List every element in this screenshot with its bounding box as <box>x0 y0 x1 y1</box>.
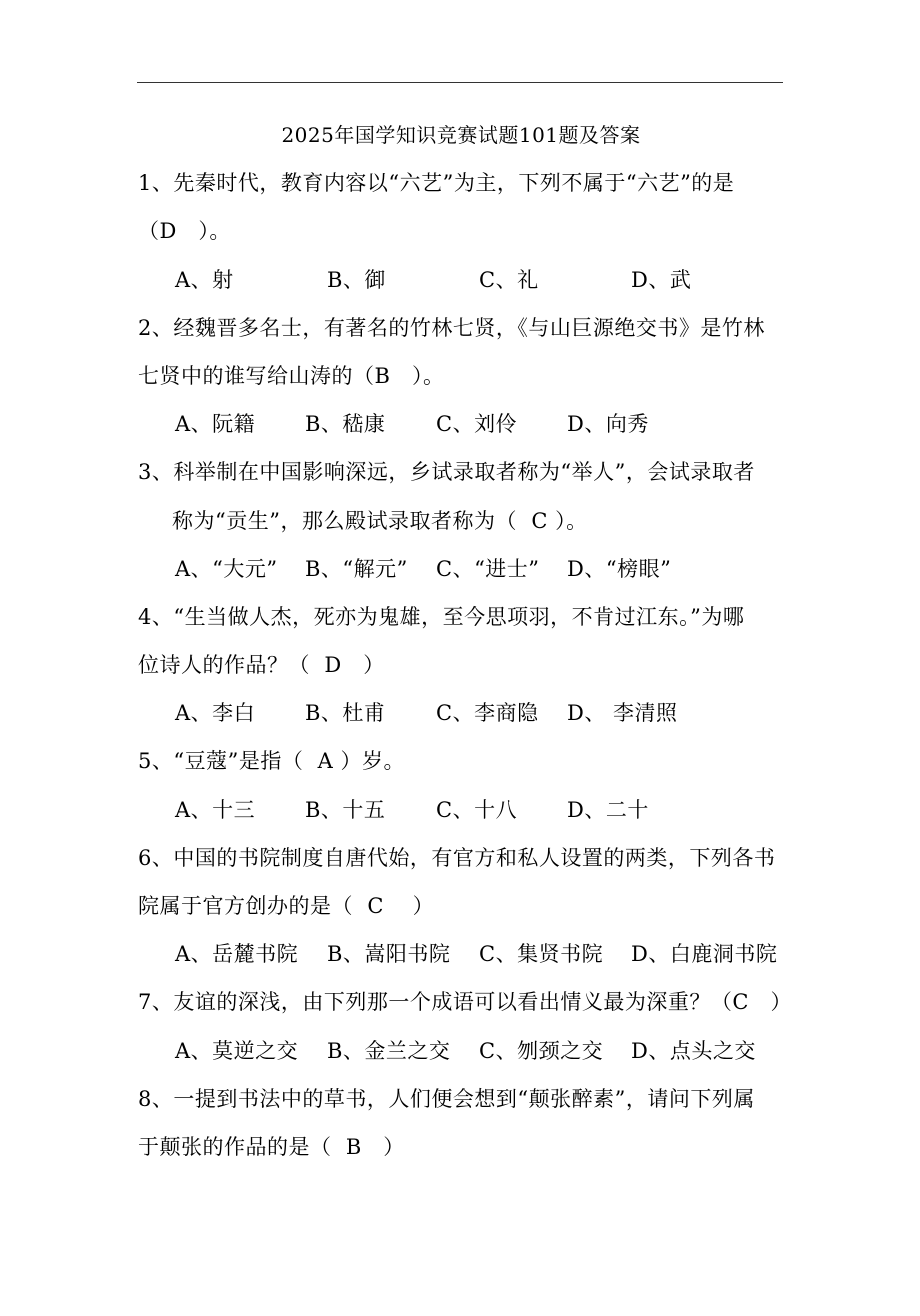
option-d: D、白鹿洞书院 <box>631 942 778 967</box>
option-a: A、莫逆之交 <box>175 1038 299 1063</box>
option-c: C、礼 <box>479 267 539 292</box>
option-d: D、 李清照 <box>567 701 678 726</box>
question-text: 4、“生当做人杰，死亦为鬼雄，至今思项羽，不肯过江东。”为哪 <box>138 604 745 629</box>
option-c: C、刘伶 <box>436 412 518 437</box>
question-text: 七贤中的谁写给山涛的（B ）。 <box>138 363 445 388</box>
option-d: D、点头之交 <box>631 1038 756 1063</box>
option-b: B、十五 <box>305 797 386 822</box>
question-text: 院属于官方创办的是（ C ） <box>138 894 435 918</box>
question-text: 6、中国的书院制度自唐代始，有官方和私人设置的两类，下列各书 <box>138 845 776 870</box>
question-text: 于颠张的作品的是（ B ） <box>138 1134 405 1159</box>
option-a: A、射 <box>175 267 234 292</box>
option-c: C、十八 <box>436 797 518 822</box>
option-d: D、向秀 <box>567 412 649 437</box>
question-5 <box>138 737 798 833</box>
option-c: C、刎颈之交 <box>479 1038 604 1063</box>
options-row <box>138 400 798 448</box>
options-row <box>138 930 798 978</box>
document-title: 2025年国学知识竞赛试题101题及答案 <box>281 123 641 147</box>
question-3 <box>138 448 798 593</box>
option-a: A、阮籍 <box>175 412 256 437</box>
option-d: D、“榜眼” <box>567 556 672 581</box>
option-c: C、李商隐 <box>436 701 539 726</box>
option-d: D、武 <box>631 267 692 292</box>
options-row <box>138 545 798 593</box>
options-row <box>138 1027 798 1075</box>
option-b: B、金兰之交 <box>327 1038 451 1063</box>
question-text: 1、先秦时代，教育内容以“六艺”为主，下列不属于“六艺”的是 <box>138 171 735 196</box>
question-7 <box>138 978 798 1074</box>
option-b: B、御 <box>327 267 386 292</box>
document-body <box>138 111 798 1171</box>
option-b: B、嵩阳书院 <box>327 942 451 967</box>
option-a: A、李白 <box>175 701 256 726</box>
options-row <box>138 689 798 737</box>
question-2 <box>138 304 798 449</box>
option-c: C、“进士” <box>436 556 540 581</box>
question-text: 称为“贡生”，那么殿试录取者称为（ C ）。 <box>172 508 588 533</box>
question-text: 位诗人的作品？（ D ） <box>138 653 385 678</box>
options-row <box>138 256 798 304</box>
option-b: B、杜甫 <box>305 701 386 726</box>
question-text: 3、科举制在中国影响深远，乡试录取者称为“举人”，会试录取者 <box>138 460 755 485</box>
question-text: 7、友谊的深浅，由下列那一个成语可以看出情义最为深重？（C ） <box>138 990 792 1015</box>
question-4 <box>138 593 798 738</box>
option-a: A、“大元” <box>175 556 278 581</box>
option-b: B、“解元” <box>305 556 408 581</box>
options-row <box>138 786 798 834</box>
option-d: D、二十 <box>567 797 649 822</box>
question-text: （D ）。 <box>138 219 231 244</box>
option-a: A、岳麓书院 <box>175 942 299 967</box>
question-text: 8、一提到书法中的草书，人们便会想到“颠张醉素”，请问下列属 <box>138 1086 755 1111</box>
header-rule <box>137 82 783 83</box>
question-text: 5、“豆蔻”是指（ A ）岁。 <box>138 749 406 774</box>
question-text: 2、经魏晋多名士，有著名的竹林七贤，《与山巨源绝交书》是竹林 <box>138 315 765 340</box>
question-6 <box>138 834 798 979</box>
option-c: C、集贤书院 <box>479 942 604 967</box>
question-8 <box>138 1075 798 1171</box>
option-a: A、十三 <box>175 797 256 822</box>
option-b: B、嵇康 <box>305 412 386 437</box>
question-1 <box>138 159 798 304</box>
